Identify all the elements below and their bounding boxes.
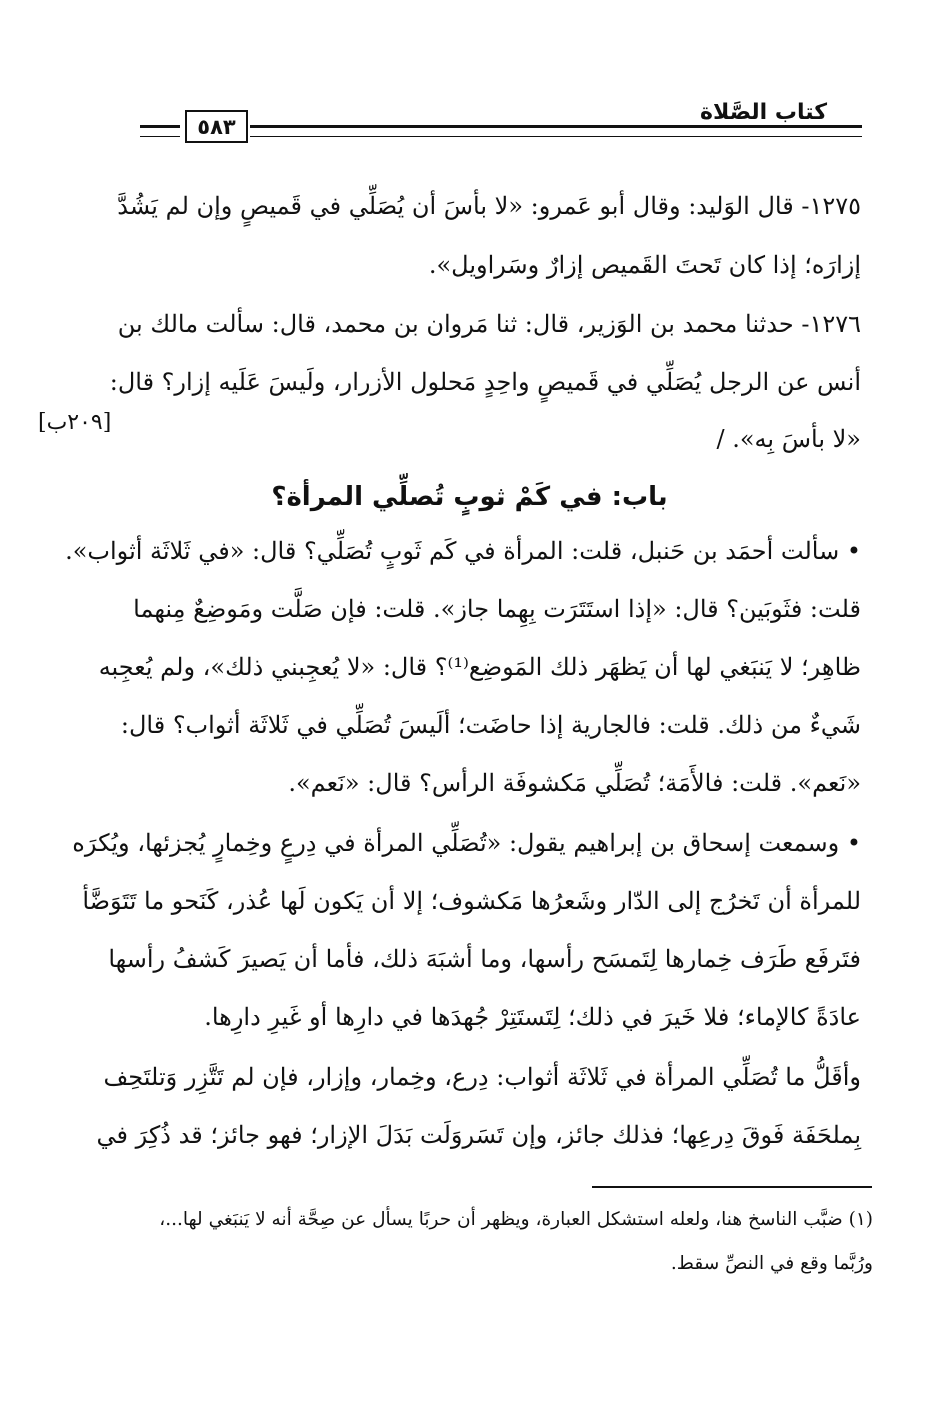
text-line: ظاهِر؛ لا يَنبَغي لها أن يَظهَر ذلك المَوضِع⁽¹⁾؟ قال: «لا يُعجِبني ذلك»، ولم يُعجِبه (98, 653, 861, 681)
header-rule (250, 125, 862, 137)
text-line: شَيءٌ من ذلك. قلت: فالجارية إذا حاضَت؛ ألَيسَ تُصَلِّي في ثَلاثَة أثواب؟ قال: (120, 711, 861, 739)
chapter-heading: باب: في كَمْ ثوبٍ تُصلِّي المرأة؟ (271, 482, 668, 512)
manuscript-folio-ref: [٢٠٩ب] (38, 410, 112, 435)
text-line: • سألت أحمَد بن حَنبل، قلت: المرأة في كَم ثَوبٍ تُصَلِّي؟ قال: «في ثَلاثَة أثواب». (65, 537, 861, 565)
text-line: قلت: فثَوبَين؟ قال: «إذا استَتَرَت بِهِما جاز». قلت: فإن صَلَّت ومَوضِعٌ مِنهما (133, 595, 861, 623)
footnote-divider (592, 1186, 872, 1188)
text-line: أنس عن الرجل يُصَلِّي في قَميصٍ واحِدٍ مَحلول الأزرار، ولَيسَ عَلَيه إزار؟ قال: (109, 368, 861, 396)
header-rule-left (140, 125, 180, 137)
text-line: عادَةً كالإماء؛ فلا خَيرَ في ذلك؛ لِتَستَتِرْ جُهدَها في دارِها أو غَيرِ دارِها. (204, 1003, 861, 1031)
text-line: «نَعم». قلت: فالأَمَة؛ تُصَلِّي مَكشوفَة الرأس؟ قال: «نَعم». (288, 769, 861, 797)
footnote-line: ورُبَّما وقع في النصِّ سقط. (670, 1253, 873, 1274)
text-line: فتَرفَع طَرَف خِمارها لِتَمسَح رأسها، وما أشبَهَ ذلك، فأما أن يَصيرَ كَشفُ رأسها (108, 945, 861, 973)
text-line: بِملحَفَة فَوقَ دِرعِها؛ فذلك جائز، وإن تَسَروَلَت بَدَلَ الإزار؛ فهو جائز؛ قد ذُكِرَ في (96, 1121, 861, 1149)
text-line: «لا بأسَ بِه». / (716, 425, 861, 453)
text-line: وأقَلُّ ما تُصَلِّي المرأة في ثَلاثَة أثواب: دِرع، وخِمار، وإزار، فإن لم تَتَّزِر وَتلتَحِف (103, 1063, 861, 1091)
footnote-line: (١) ضبَّب الناسخ هنا، ولعله استشكل العبارة، ويظهر أن حربًا يسأل عن صِحَّة أنه لا يَنبَغي لها...، (159, 1209, 873, 1230)
page-number: ٥٨٣ (185, 110, 248, 143)
text-line: • وسمعت إسحاق بن إبراهيم يقول: «تُصَلِّي المرأة في دِرعٍ وخِمارٍ يُجزئها، ويُكرَه (72, 829, 861, 857)
text-line: ١٢٧٥- قال الوَليد: وقال أبو عَمرو: «لا بأسَ أن يُصَلِّي في قَميصٍ وإن لم يَشُدَّ (117, 192, 861, 220)
running-head-title: كتاب الصَّلاة (700, 100, 827, 125)
text-line: للمرأة أن تَخرُج إلى الدّار وشَعرُها مَكشوف؛ إلا أن يَكون لَها عُذر، كَنَحو ما تَتَوَضَّأ (82, 887, 861, 915)
text-line: ١٢٧٦- حدثنا محمد بن الوَزير، قال: ثنا مَروان بن محمد، قال: سألت مالك بن (117, 310, 861, 338)
text-line: إزارَه؛ إذا كان تَحتَ القَميص إزارٌ وسَراويل». (428, 251, 861, 279)
